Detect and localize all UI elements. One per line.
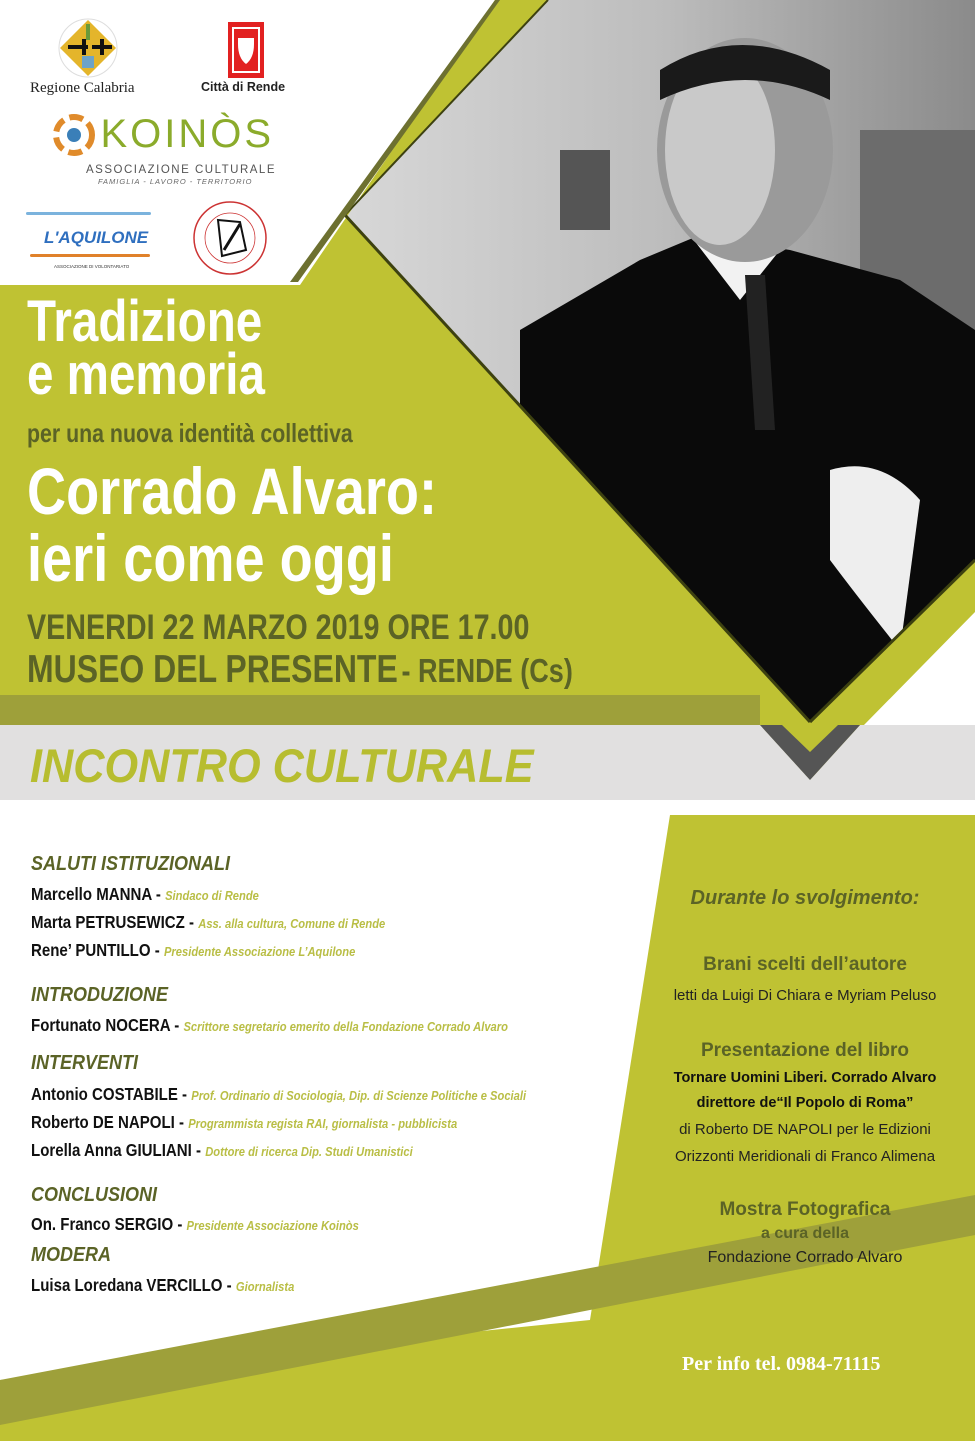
section-modera: MODERA [31,1244,112,1266]
program-row [31,1140,413,1161]
book-title-2: direttore de“Il Popolo di Roma” [696,1095,914,1111]
title-subtitle: per una nuova identità collettiva [27,418,353,448]
program-row [31,1084,526,1105]
aquilone-logo [26,210,151,272]
regione-calabria-label: Regione Calabria [30,80,135,96]
speaker-name: Marcello MANNA - [31,884,161,904]
book-publisher: Orizzonti Meridionali di Franco Alimena [674,1148,936,1165]
koinos-name: KOINÒS [100,112,275,156]
speaker-role: Dottore di ricerca Dip. Studi Umanistici [205,1144,413,1159]
venue-name: MUSEO DEL PRESENTE [27,648,398,691]
koinos-logo [52,112,274,157]
citta-di-rende-logo [228,22,264,78]
event-date: VENERDI 22 MARZO 2019 ORE 17.00 [27,608,530,647]
koinos-people-icon [52,113,96,157]
program-row [31,1275,294,1296]
book-title-1: Tornare Uomini Liberi. Corrado Alvaro [673,1070,937,1086]
title-line-3: Corrado Alvaro: [27,454,437,528]
aquilone-subtitle: ASSOCIAZIONE DI VOLONTARIATO [54,264,130,269]
program-row [31,1214,359,1235]
side-mostra: Mostra Fotografica [719,1199,891,1220]
speaker-role: Presidente Associazione Koinòs [186,1218,359,1233]
speaker-role: Prof. Ordinario di Sociologia, Dip. di Scienze Politiche e Sociali [191,1088,527,1103]
speaker-role: Ass. alla cultura, Comune di Rende [198,916,386,931]
fondazione-alvaro-logo [192,200,268,281]
speaker-name: Luisa Loredana VERCILLO - [31,1275,232,1295]
speaker-role: Giornalista [235,1279,295,1294]
program-row [31,1112,457,1133]
speaker-name: On. Franco SERGIO - [31,1214,183,1234]
speaker-role: Sindaco di Rende [165,888,259,903]
section-conclusioni: CONCLUSIONI [31,1184,157,1206]
side-brani: Brani scelti dell’autore [703,954,907,975]
fondazione-seal-icon [192,200,268,276]
aquilone-name: L'AQUILONE [44,228,149,247]
speaker-name: Roberto DE NAPOLI - [31,1112,185,1132]
speaker-role: Presidente Associazione L’Aquilone [163,944,356,959]
speaker-name: Rene’ PUNTILLO - [31,940,160,960]
book-author: di Roberto DE NAPOLI per le Edizioni [679,1121,931,1138]
koinos-tagline: FAMIGLIA - LAVORO - TERRITORIO [98,177,253,186]
regione-calabria-logo [58,18,118,78]
title-line-2: e memoria [27,342,265,407]
program-row [31,884,259,905]
speaker-name: Antonio COSTABILE - [31,1084,188,1104]
calabria-crest-icon [58,18,118,78]
speaker-role: Scrittore segretario emerito della Fondazione Corrado Alvaro [183,1019,508,1034]
side-presentazione: Presentazione del libro [701,1040,909,1061]
title-line-4: ieri come oggi [27,521,394,595]
speaker-name: Lorella Anna GIULIANI - [31,1140,202,1160]
program-row [31,940,355,961]
koinos-subtitle: ASSOCIAZIONE CULTURALE [86,164,276,176]
event-venue [27,648,573,692]
venue-city: - RENDE (Cs) [401,652,573,689]
section-introduzione: INTRODUZIONE [31,984,168,1006]
banner-incontro-culturale: INCONTRO CULTURALE [30,739,534,792]
title-line-1: Tradizione [27,289,263,354]
speaker-name: Fortunato NOCERA - [31,1015,180,1035]
side-fondazione: Fondazione Corrado Alvaro [707,1249,903,1266]
speaker-name: Marta PETRUSEWICZ - [31,912,195,932]
side-a-cura: a cura della [760,1225,850,1242]
side-durante: Durante lo svolgimento: [690,887,920,909]
program-row [31,912,385,933]
section-saluti: SALUTI ISTITUZIONALI [31,853,230,875]
program-row [31,1015,508,1036]
citta-di-rende-label: Città di Rende [201,80,286,94]
section-interventi: INTERVENTI [31,1052,139,1074]
rende-crest-icon [228,22,264,78]
speaker-role: Programmista regista RAI, giornalista - pubblicista [188,1116,458,1131]
info-phone: Per info tel. 0984-71115 [682,1353,881,1375]
side-letti: letti da Luigi Di Chiara e Myriam Peluso [673,987,937,1004]
